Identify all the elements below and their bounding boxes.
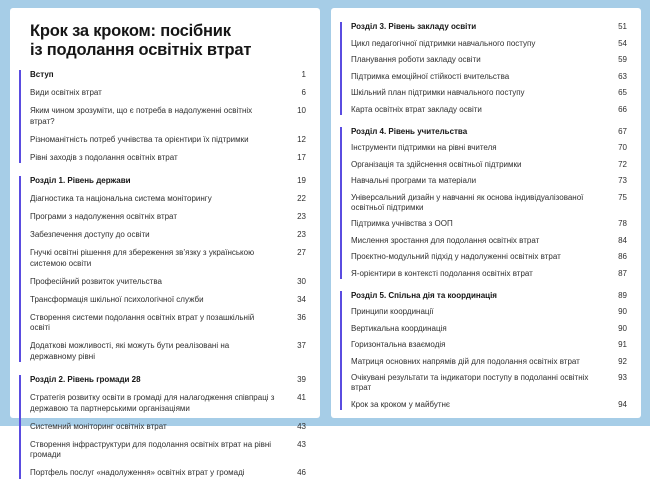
toc-item-label: Крок за кроком у майбутнє (351, 399, 450, 409)
toc-page-number: 90 (618, 323, 627, 333)
toc-page-number: 41 (297, 393, 306, 402)
toc-row (351, 373, 627, 393)
right-page-toc (351, 22, 627, 410)
toc-item-label: Гнучкі освітні рішення для збереження зв’язку з українською системою освіти (30, 248, 255, 268)
toc-page-number: 19 (297, 176, 306, 185)
toc-item-label: Навчальні програми та матеріали (351, 176, 477, 185)
toc-page-number: 6 (301, 88, 306, 97)
toc-item-label: Трансформація шкільної психологічної служби (30, 294, 204, 304)
toc-row (351, 88, 627, 98)
toc-row (30, 153, 306, 164)
toc-page-number: 39 (297, 375, 306, 384)
toc-item-label: Розділ 2. Рівень громади 28 (30, 375, 141, 384)
toc-row (30, 135, 306, 146)
toc-page-number: 92 (618, 356, 627, 366)
toc-item-label: Розділ 3. Рівень закладу освіти (351, 22, 477, 31)
toc-page-number: 84 (618, 235, 627, 245)
toc-row (30, 341, 306, 362)
toc-row (351, 55, 627, 65)
toc-group (19, 70, 306, 163)
toc-item-label: Різноманітність потреб учнівства та орієнтири їх підтримки (30, 134, 249, 144)
toc-page-number: 37 (297, 341, 306, 350)
left-page (10, 8, 320, 477)
toc-row (351, 340, 627, 350)
toc-row (351, 176, 627, 186)
toc-page-number: 59 (618, 55, 627, 64)
toc-row (30, 212, 306, 223)
toc-page-number: 86 (618, 252, 627, 261)
toc-page-number: 66 (618, 104, 627, 114)
toc-page-number: 22 (297, 194, 306, 203)
toc-page-number: 23 (297, 212, 306, 221)
toc-page-number: 34 (297, 294, 306, 304)
toc-item-label: Шкільний план підтримки навчального поступу (351, 88, 525, 97)
document-title-line1: Крок за кроком: посібник (30, 22, 231, 40)
toc-page-number: 43 (297, 439, 306, 449)
toc-page-number: 93 (618, 373, 627, 382)
toc-row (351, 236, 627, 246)
toc-page-number: 12 (297, 134, 306, 144)
toc-group (19, 176, 306, 362)
toc-row (30, 248, 306, 269)
toc-row (351, 72, 627, 82)
toc-row (351, 357, 627, 367)
toc-item-label: Я-орієнтири в контексті подолання освітніх втрат (351, 268, 533, 278)
toc-page-number: 78 (618, 219, 627, 228)
toc-item-label: Очікувані результати та індикатори поступу в подоланні освітніх втрат (351, 373, 589, 392)
toc-item-label: Мислення зростання для подолання освітніх втрат (351, 235, 540, 245)
toc-page-number: 94 (618, 399, 627, 409)
toc-item-label: Горизонтальна взаємодія (351, 340, 446, 349)
toc-item-label: Розділ 4. Рівень учительства (351, 126, 468, 136)
toc-item-label: Види освітніх втрат (30, 88, 102, 97)
toc-row (351, 307, 627, 317)
toc-page-number: 67 (618, 126, 627, 136)
toc-section-header-row (351, 127, 627, 137)
toc-row (351, 324, 627, 334)
toc-item-label: Вступ (30, 70, 54, 79)
left-page-toc (30, 70, 306, 479)
toc-page-number: 51 (618, 22, 627, 31)
toc-item-label: Рівні заходів з подолання освітніх втрат (30, 152, 178, 162)
toc-item-label: Забезпечення доступу до освіти (30, 230, 150, 239)
toc-page-number: 73 (618, 176, 627, 185)
toc-item-label: Професійний розвиток учительства (30, 276, 162, 286)
toc-row (30, 313, 306, 334)
toc-row (30, 393, 306, 414)
toc-section-header-row (351, 22, 627, 32)
toc-section-header-row (30, 375, 306, 386)
toc-row (30, 422, 306, 433)
toc-item-label: Універсальний дизайн у навчанні як основа індивідуалізованої освітньої підтримки (351, 192, 584, 212)
toc-page-number: 72 (618, 159, 627, 169)
toc-page-number: 70 (618, 143, 627, 152)
toc-item-label: Підтримка емоційної стійкості вчительства (351, 71, 510, 81)
toc-row (30, 295, 306, 306)
toc-page-number: 90 (618, 307, 627, 316)
toc-row (30, 230, 306, 241)
toc-row (351, 269, 627, 279)
toc-item-label: Проєктно-модульний підхід у надолуженні освітніх втрат (351, 252, 561, 261)
toc-section-header-row (30, 70, 306, 81)
toc-page-number: 27 (297, 248, 306, 257)
toc-item-label: Організація та здійснення освітньої підтримки (351, 159, 522, 169)
toc-row (30, 194, 306, 205)
toc-item-label: Розділ 5. Спільна дія та координація (351, 290, 497, 300)
toc-page-number: 75 (618, 192, 627, 202)
toc-item-label: Підтримка учнівства з ООП (351, 219, 453, 228)
toc-page-number: 46 (297, 468, 306, 477)
document-title (30, 22, 306, 60)
toc-group (340, 127, 627, 279)
toc-item-label: Портфель послуг «надолуження» освітніх втрат у громаді (30, 468, 245, 477)
toc-page-number: 36 (297, 312, 306, 322)
toc-section-header-row (30, 176, 306, 187)
toc-item-label: Принципи координації (351, 307, 434, 316)
toc-item-label: Матриця основних напрямів дій для подолання освітніх втрат (351, 356, 580, 366)
toc-group (340, 22, 627, 115)
toc-row (351, 219, 627, 229)
toc-row (351, 143, 627, 153)
toc-row (351, 193, 627, 213)
toc-page-number: 1 (301, 70, 306, 79)
toc-page-number: 65 (618, 88, 627, 97)
toc-item-label: Розділ 1. Рівень держави (30, 176, 131, 185)
toc-group (19, 375, 306, 479)
toc-item-label: Додаткові можливості, які можуть бути реалізовані на державному рівні (30, 341, 230, 361)
toc-group (340, 291, 627, 410)
toc-page-number: 54 (618, 38, 627, 48)
toc-item-label: Інструменти підтримки на рівні вчителя (351, 143, 497, 152)
toc-row (30, 88, 306, 99)
toc-row (30, 106, 306, 127)
toc-page-number: 30 (297, 276, 306, 286)
toc-row (351, 400, 627, 410)
toc-row (30, 440, 306, 461)
toc-page-number: 89 (618, 290, 627, 300)
toc-page-number: 43 (297, 421, 306, 431)
toc-item-label: Карта освітніх втрат закладу освіти (351, 104, 482, 114)
toc-item-label: Діагностика та національна система моніторингу (30, 194, 212, 203)
toc-row (351, 252, 627, 262)
toc-page-number: 87 (618, 268, 627, 278)
toc-item-label: Програми з надолуження освітніх втрат (30, 212, 177, 221)
toc-row (351, 39, 627, 49)
toc-row (30, 468, 306, 479)
toc-page-number: 10 (297, 106, 306, 115)
right-page (331, 8, 641, 418)
toc-item-label: Створення інфраструктури для подолання освітніх втрат на рівні громади (30, 439, 272, 459)
toc-item-label: Стратегія розвитку освіти в громаді для налагодження співпраці з державою та партнерськими організаціями (30, 393, 275, 413)
toc-row (30, 277, 306, 288)
toc-section-header-row (351, 291, 627, 301)
toc-page-number: 91 (618, 340, 627, 349)
toc-item-label: Системний моніторинг освітніх втрат (30, 421, 167, 431)
toc-item-label: Вертикальна координація (351, 323, 447, 333)
toc-page-number: 63 (618, 71, 627, 81)
toc-item-label: Яким чином зрозуміти, що є потреба в надолуженні освітніх втрат? (30, 106, 253, 126)
toc-row (351, 160, 627, 170)
document-title-line2: із подолання освітніх втрат (30, 41, 252, 59)
toc-item-label: Цикл педагогічної підтримки навчального поступу (351, 38, 536, 48)
toc-item-label: Планування роботи закладу освіти (351, 55, 481, 64)
toc-page-number: 23 (297, 230, 306, 239)
toc-page-number: 17 (297, 152, 306, 162)
toc-item-label: Створення системи подолання освітніх втрат у позашкільній освіті (30, 312, 255, 332)
toc-row (351, 105, 627, 115)
